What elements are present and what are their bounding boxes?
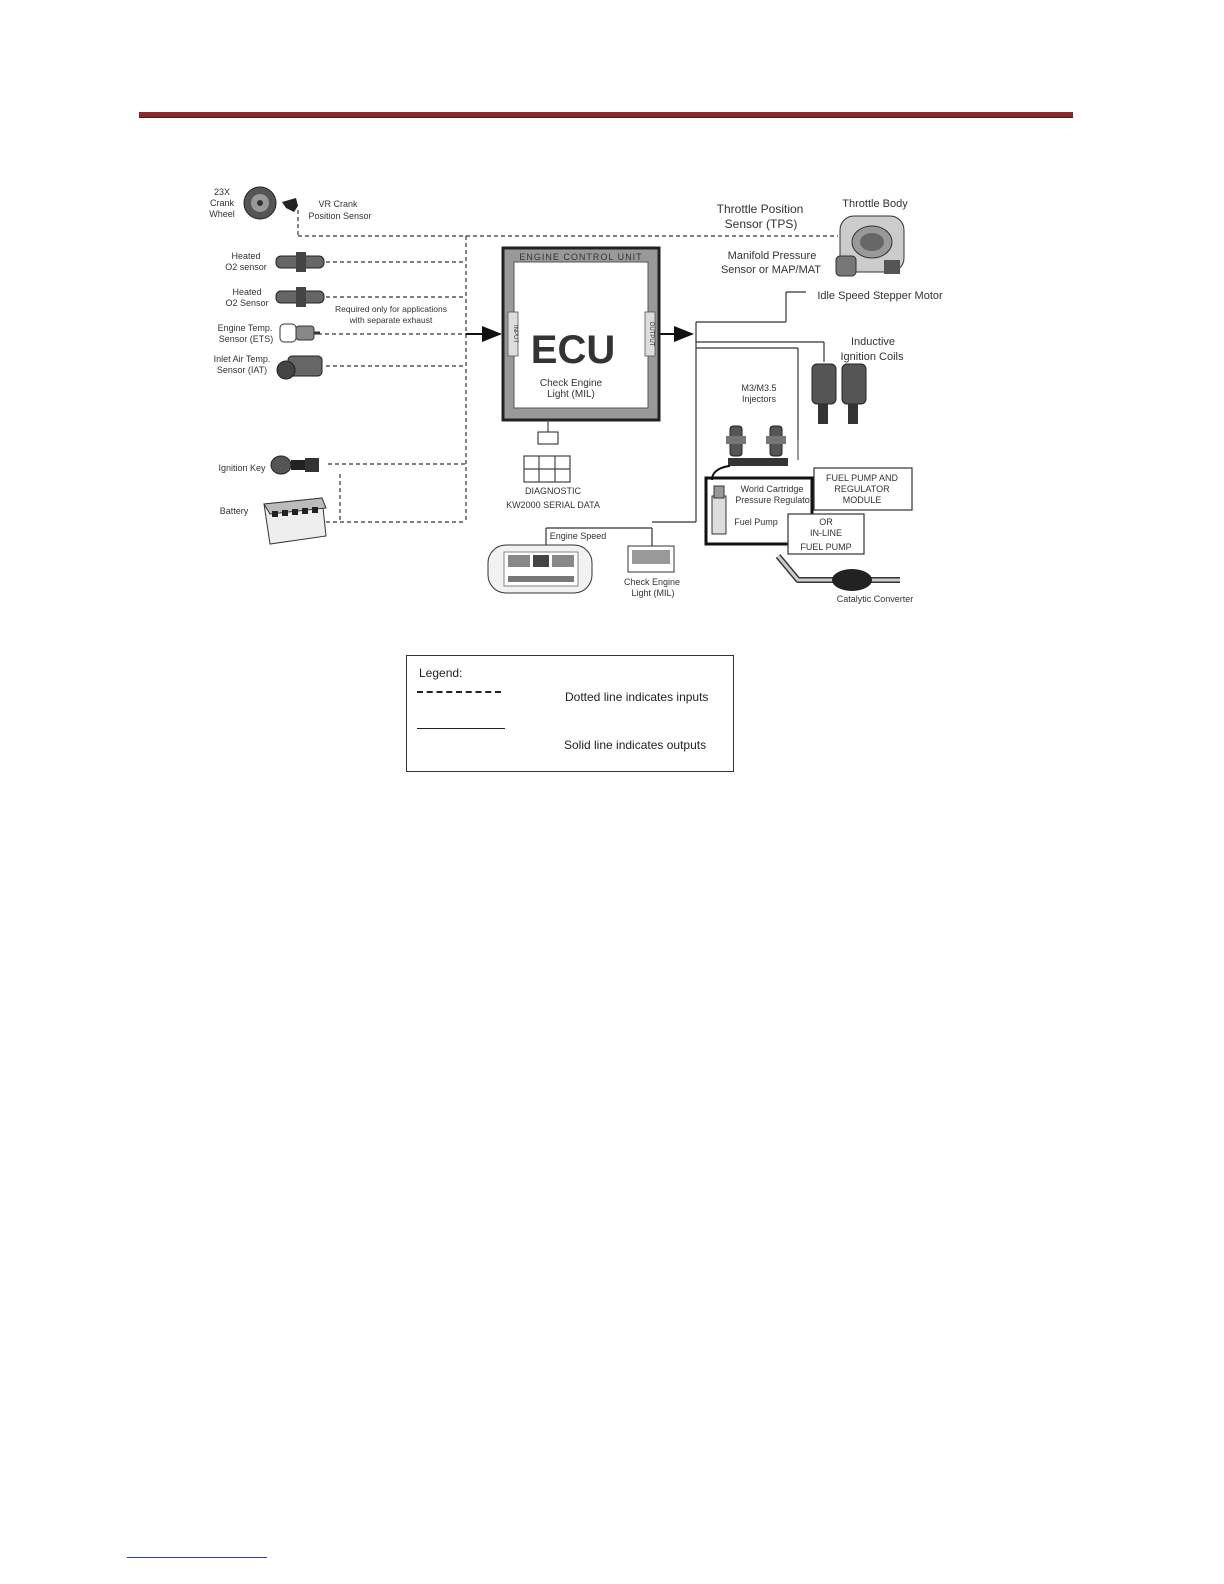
battery-label: Battery: [219, 506, 249, 516]
heated-o2-label-2b: O2 Sensor: [225, 298, 269, 308]
crank-wheel-label-2: Crank: [209, 198, 235, 208]
ecu-mil-line2: Light (MIL): [547, 389, 595, 400]
crank-wheel-label-1: 23X: [213, 187, 231, 197]
legend-box: [406, 655, 734, 772]
engine-temp-label-1: Engine Temp.: [217, 323, 273, 333]
engine-temp-label-2: Sensor (ETS): [218, 334, 274, 344]
heated-o2-sensor-icon: [276, 252, 324, 272]
engine-speed-label: Engine Speed: [549, 531, 607, 541]
vr-crank-sensor-icon: [282, 198, 298, 212]
ignition-coils-icon: [812, 364, 866, 424]
tps-label-2: Sensor (TPS): [724, 217, 798, 231]
ignition-key-icon: [271, 456, 319, 474]
ecu-title: ENGINE CONTROL UNIT: [519, 252, 643, 262]
diagnostic-label-2: KW2000 SERIAL DATA: [506, 500, 600, 510]
injectors-label-2: Injectors: [741, 394, 777, 404]
battery-icon: [264, 498, 326, 544]
world-cartridge-label-1: World Cartridge: [740, 484, 804, 494]
legend-dashed-line: [417, 691, 501, 693]
legend-title: Legend:: [419, 666, 463, 680]
legend-dotted-text: Dotted line indicates inputs: [565, 690, 709, 704]
required-note-2: with separate exhaust: [349, 315, 433, 325]
dash-mil-label-2: Light (MIL): [631, 588, 675, 598]
diagnostic-label-1: DIAGNOSTIC: [524, 486, 582, 496]
tps-label-1: Throttle Position: [716, 202, 804, 216]
inlet-air-label-1: Inlet Air Temp.: [213, 354, 271, 364]
map-label-2: Sensor or MAP/MAT: [720, 264, 822, 276]
ecu-label: ECU: [530, 328, 616, 372]
throttle-body-icon: [836, 216, 904, 276]
fuel-pump-label: Fuel Pump: [734, 517, 778, 527]
vr-crank-label-2: Position Sensor: [308, 211, 372, 221]
ecu-mil-line1: Check Engine: [539, 378, 603, 389]
ecu-input-label: INPUT: [512, 325, 518, 343]
heated-o2-label-1a: Heated: [231, 251, 261, 261]
fuel-pump-module-2: REGULATOR: [834, 484, 890, 494]
vr-crank-label-1: VR Crank: [318, 199, 358, 209]
map-label-1: Manifold Pressure: [727, 250, 817, 262]
inline-pump-3: FUEL PUMP: [800, 542, 852, 552]
catalytic-converter-icon: [778, 556, 900, 591]
fuel-pump-module-3: MODULE: [842, 495, 882, 505]
heated-o2-sensor-2-icon: [276, 287, 324, 307]
inlet-air-label-2: Sensor (IAT): [216, 365, 268, 375]
mil-display-icon: [628, 546, 674, 572]
throttle-body-label: Throttle Body: [842, 198, 908, 210]
diagnostic-connector-icon: [524, 420, 570, 482]
ecu-output-label: OUTPUT: [648, 321, 654, 347]
world-cartridge-label-2: Pressure Regulator: [735, 495, 813, 505]
required-note-1: Required only for applications: [335, 304, 447, 314]
injectors-icon: [726, 426, 798, 466]
inline-pump-2: IN-LINE: [809, 528, 843, 538]
legend-solid-text: Solid line indicates outputs: [564, 738, 707, 752]
inline-pump-1: OR: [819, 517, 833, 527]
coils-label-2: Ignition Coils: [840, 351, 904, 363]
crank-wheel-label-3: Wheel: [209, 209, 235, 219]
crank-wheel-icon: [244, 187, 276, 219]
footnote-rule: [127, 1557, 267, 1558]
legend-solid-line: [417, 728, 505, 729]
dashboard-display-icon: [488, 545, 592, 593]
inlet-air-sensor-icon: [277, 356, 322, 379]
injectors-label-1: M3/M3.5: [741, 383, 777, 393]
ecu-system-diagram: [0, 0, 1224, 640]
ignition-key-label: Ignition Key: [218, 463, 266, 473]
idle-stepper-label: Idle Speed Stepper Motor: [817, 290, 943, 302]
fuel-pump-module-1: FUEL PUMP AND: [825, 473, 899, 483]
engine-temp-sensor-icon: [280, 324, 320, 342]
coils-label-1: Inductive: [850, 336, 896, 348]
fuel-pump-icon: [712, 486, 726, 534]
heated-o2-label-1b: O2 sensor: [225, 262, 267, 272]
catalytic-label: Catalytic Converter: [836, 594, 914, 604]
dash-mil-label-1: Check Engine: [623, 577, 681, 587]
heated-o2-label-2a: Heated: [232, 287, 262, 297]
